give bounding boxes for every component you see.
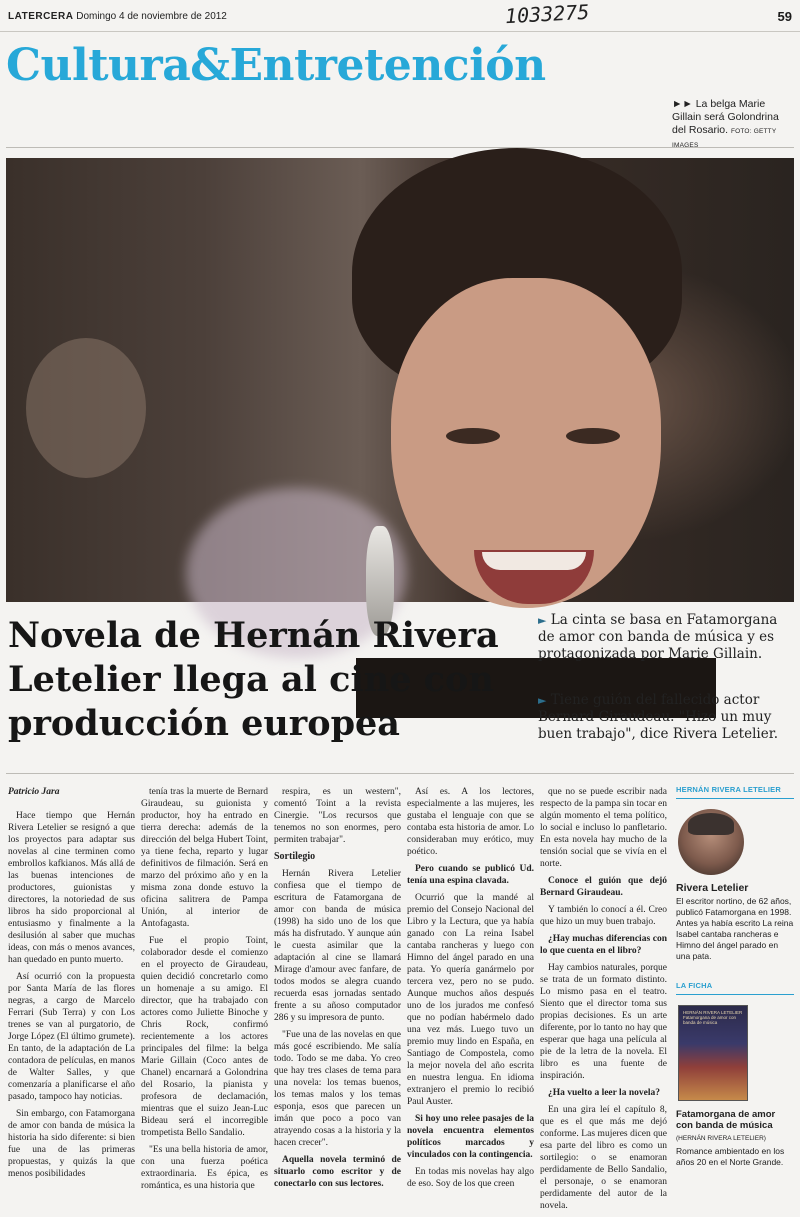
photo-caption [672,98,794,152]
paragraph: En todas mis novelas hay algo de eso. Soy de los que creen [407,1167,534,1189]
avatar-hair [688,813,734,835]
handwritten-note: 1033275 [504,0,590,29]
book-description: Romance ambientado en los años 20 en el Norte Grande. [676,1146,785,1167]
author-name: Rivera Letelier [676,882,749,894]
book-title: Fatamorgana de amor con banda de música [676,1109,776,1131]
caption-text: La belga Marie Gillain será Golondrina del Rosario. [672,98,779,136]
article-column-5 [540,786,667,1217]
summary-bullet [538,612,796,663]
paragraph: Así ocurrió con la propuesta por Santa María de las flores negras, a cargo de Marcelo Ferrari (Sub Terra) y con Los trenes se van al purgatorio, de Jorge López (El último grumete). En tanto, de la adaptación de La contadora de películas, en manos de Walter Salles, y que comenzaría a planificarse el año pasado, tampoco hay noticias. [8,972,135,1102]
sidebar-label-author: HERNÁN RIVERA LETELIER [676,784,794,799]
paragraph: Así es. A los lectores, especialmente a las mujeres, les gustaba el lenguaje con que se contaba esta historia de amor. Lo consideraban muy erótico, muy poético. [407,787,534,857]
paragraph: Hernán Rivera Letelier confiesa que el tiempo de escritura de Fatamorgana de amor con banda de música (1998) ha sido uno de los que más ha disfrutado. Y aunque aún le cuesta asimilar que la adaptación al cine se llamará Mirage d'amour avec fanfare, de todos modos se alegra cuando recuerda esas jornadas sentado frente a su añoso computador 286 y su impresora de punto. [274,869,401,1023]
bullet-arrow-icon: ► [538,614,547,627]
masthead [8,11,227,22]
newspaper-name: LATERCERA [8,11,74,22]
paragraph: Y también lo conocí a él. Creo que hizo un muy buen trabajo. [540,905,667,927]
sidebar-label-ficha: LA FICHA [676,980,794,995]
paragraph: Hace tiempo que Hernán Rivera Letelier se resignó a que los proyectos para adaptar sus novelas al cine terminen como embrollos kafkianos. Más allá de las buenas intenciones de productores, guionistas y directores, la notoriedad de sus libros ha sido proporcional al entusiasmo y finalmente a la desilusión al saber que muchas ideas, con más o menos avances, han quedado en punto muerto. [8,811,135,965]
article-column-1 [8,786,135,1185]
author-sidebar [676,784,794,1168]
byline: Patricio Jara [8,787,60,797]
interview-question: ¿Hay muchas diferencias con lo que cuenta en el libro? [540,934,667,956]
divider [6,147,794,148]
paragraph: "Es una bella historia de amor, con una fuerza poética extraordinaria. Es épica, es romántica, es una historia que [141,1145,268,1191]
paragraph: Fue el propio Toint, colaborador desde el comienzo en el proyecto de Giraudeau, quien decidió concretarlo como un homenaje a su amigo. El director, que ha trabajado con actores como Juliette Binoche y Chris Rock, confirmó recientemente a los actores principales del filme: la belga Marie Gillain (Coco antes de Chanel) encarnará a Golondrina del Rosario, la pianista y profesora de declamación, mientras que el suizo Jean-Luc Bideau será el incorregible trompetista Bello Sandalio. [141,936,268,1138]
photo-credit: FOTO: GETTY IMAGES [672,128,777,149]
caption-arrows-icon: ►► [672,98,693,110]
divider [6,773,794,774]
main-photo [6,158,794,602]
article-column-3 [274,786,401,1195]
interview-question: ¿Ha vuelto a leer la novela? [548,1088,660,1098]
section-title: Cultura&Entretención [6,40,546,91]
paragraph: En una gira leí el capítulo 8, que es el que más me dejó conforme. Las mujeres dicen que esa parte del libro es como un sortilegio: o se enamoran perdidamente de Bello Sandalio, el personaje, o se enamoran perdidamente del autor de la novela. [540,1105,667,1211]
bullet-arrow-icon: ► [538,694,547,707]
book-cover-text: HERNÁN RIVERA LETELIER Fatamorgana de amor con banda de música [683,1010,743,1025]
interview-question: Si hoy uno relee pasajes de la novela encuentra elementos políticos marcados y vinculados con la contingencia. [407,1114,534,1160]
paragraph: respira, es un western", comentó Toint a la revista Cinergie. "Los recursos que tenemos no son enormes, pero permiten trabajar". [274,787,401,845]
bullet-text: La cinta se basa en Fatamorgana de amor con banda de música y es protagonizada por Marie Gillain. [538,612,778,662]
photo-eye [446,428,500,444]
book-cover-image [678,1005,748,1101]
interview-question: Pero cuando se publicó Ud. tenía una espina clavada. [407,864,534,886]
book-author: (HERNÁN RIVERA LETELIER) [676,1135,766,1142]
page-number: 59 [777,9,792,24]
paragraph: "Fue una de las novelas en que más gocé escribiendo. Me salía todo. Todo se me daba. Yo creo que hay tres clases de tema para una novela: los temas buenos, los temas malos y los temas esponja, esos que parecen un imán que poco a poco van atrayendo cosas a la historia y la hacen crecer". [274,1030,401,1148]
photo-eye [566,428,620,444]
bullet-text: Tiene guión del fallecido actor Bernard Giraudeau. "Hizo un muy buen trabajo", dice Rivera Letelier. [538,692,778,742]
author-avatar [678,809,744,875]
paragraph: Hay cambios naturales, porque se trata de un formato distinto. Lo mismo pasa en el teatro. Siento que el director toma sus propias decisiones. Es un arte diferente, por lo tanto no hay que esperar que haga una película al pie de la letra de la novela. El libro es una fuente de inspiración. [540,963,667,1081]
issue-date: Domingo 4 de noviembre de 2012 [76,11,227,22]
photo-background-blur [26,338,146,478]
subheading: Sortilegio [274,851,316,862]
paragraph: tenía tras la muerte de Bernard Giraudeau, su guionista y productor, hoy ha entrado en tierra derecha: además de la dirección del belga Hubert Toint, ya tiene fecha, reparto y lugar definitivos de filmación. Será en marzo del próximo año y en la misma zona donde estuvo la oficina salitrera de Pampa Unión, al interior de Antofagasta. [141,787,268,929]
article-column-4 [407,786,534,1195]
headline: Novela de Hernán Rivera Letelier llega al cine con producción europea [8,615,499,744]
photo-teeth [482,552,586,570]
paragraph: Ocurrió que la mandé al premio del Consejo Nacional del Libro y la Lectura, que ya había ganado con La reina Isabel cantaba rancheras y luego con Himno del ángel parado en una pata. Yo quería ganármelo por tercera vez, pero no se pudo. Aunque muchos años después uno de los jurados me confesó que no podían habérmelo dado una vez más. Luego tuvo un premio muy lindo en España, en Santiago de Compostela, como la mejor novela del año escrita en nuestra lengua. En idioma extranjero el premio lo recibió Paul Auster. [407,893,534,1107]
interview-question: Conoce el guión que dejó Bernard Giraudeau. [540,876,667,898]
paragraph: Sin embargo, con Fatamorgana de amor con banda de música la historia ha sido diferente: si bien fue una de las primeras propuestas, y quizás la que menos posibilidades [8,1109,135,1179]
paragraph: que no se puede escribir nada respecto de la pampa sin tocar en algún momento el tema político, lo social e incluso lo panfletario. En esta novela hay mucho de la tensión social que se vivía en el norte. [540,787,667,869]
summary-bullet [538,692,796,743]
author-bio: El escritor nortino, de 62 años, publicó Fatamorgana en 1998. Antes ya había escrito La reina Isabel cantaba rancheras e Himno del ángel parado en una pata. [676,896,794,961]
interview-question: Aquella novela terminó de situarlo como escritor y de conectarlo con sus lectores. [274,1155,401,1189]
article-column-2 [141,786,268,1197]
